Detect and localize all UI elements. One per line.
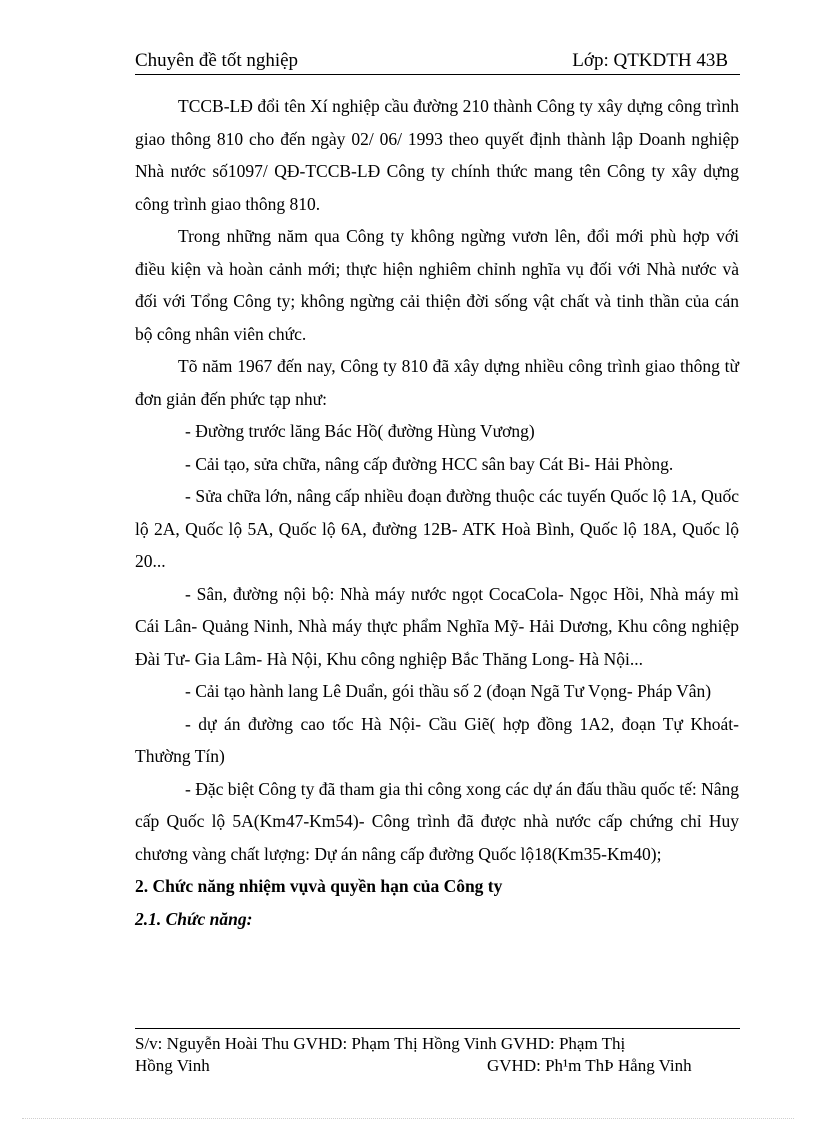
list-item: - dự án đường cao tốc Hà Nội- Cầu Giẽ( hợp đồng 1A2, đoạn Tự Khoát- Thường Tín) <box>135 713 739 766</box>
footer-line-1: S/v: Nguyễn Hoài Thu GVHD: Phạm Thị Hồng Vinh GVHD: Phạm Thị <box>135 1034 626 1053</box>
header-title: Chuyên đề tốt nghiệp <box>135 50 299 71</box>
list-item: - Sân, đường nội bộ: Nhà máy nước ngọt CocaCola- Ngọc Hồi, Nhà máy mì Cái Lân- Quảng Ninh, Nhà máy thực phẩm Nghĩa Mỹ- Hải Dương, Khu công nghiệp Đài Tư- Gia Lâm- Hà Nội, Khu công nghiệp Bắc Thăng Long- Hà Nội... <box>135 583 739 669</box>
list-item: - Đặc biệt Công ty đã tham gia thi công xong các dự án đấu thầu quốc tế: Nâng cấp Quốc lộ 5A(Km47-Km54)- Công trình đã được nhà nước cấp chứng chỉ Huy chương vàng chất lượng: Dự án nâng cấp đường Quốc lộ18(Km35-Km40); <box>135 778 739 864</box>
page-header <box>135 50 740 75</box>
paragraph: TCCB-LĐ đổi tên Xí nghiệp cầu đường 210 thành Công ty xây dựng công trình giao thông 810 cho đến ngày 02/ 06/ 1993 theo quyết định thành lập Doanh nghiệp Nhà nước số1097/ QĐ-TCCB-LĐ Công ty chính thức mang tên Công ty xây dựng công trình giao thông 810. <box>135 96 739 214</box>
header-class: Lớp: QTKDTH 43B <box>572 50 728 71</box>
section-heading: 2. Chức năng nhiệm vụvà quyền hạn của Công ty <box>135 876 503 896</box>
list-item: - Sửa chữa lớn, nâng cấp nhiều đoạn đường thuộc các tuyến Quốc lộ 1A, Quốc lộ 2A, Quốc lộ 5A, Quốc lộ 6A, đường 12B- ATK Hoà Bình, Quốc lộ 18A, Quốc lộ 20... <box>135 486 739 571</box>
paragraph: Tõ năm 1967 đến nay, Công ty 810 đã xây dựng nhiều công trình giao thông từ đơn giản đến phức tạp như: <box>135 356 739 409</box>
list-item: - Cải tạo, sửa chữa, nâng cấp đường HCC sân bay Cát Bi- Hải Phòng. <box>185 453 674 474</box>
page-edge-divider <box>22 1118 794 1119</box>
page-footer <box>135 1028 740 1077</box>
footer-line-2 <box>135 1055 740 1077</box>
body-text <box>135 90 739 935</box>
list-item: - Đường trước lăng Bác Hồ( đường Hùng Vương) <box>185 421 535 441</box>
footer-line-2-right: GVHD: Ph¹m ThÞ Hång Vinh <box>487 1056 692 1075</box>
paragraph: Trong những năm qua Công ty không ngừng vươn lên, đổi mới phù hợp với điều kiện và hoàn cảnh mới; thực hiện nghiêm chỉnh nghĩa vụ đối với Nhà nước và đối với Tổng Công ty; không ngừng cải thiện đời sống vật chất và tinh thần của cán bộ công nhân viên chức. <box>135 226 739 344</box>
subsection-heading: 2.1. Chức năng: <box>135 908 253 929</box>
list-item: - Cải tạo hành lang Lê Duẩn, gói thầu số 2 (đoạn Ngã Tư Vọng- Pháp Vân) <box>185 681 712 701</box>
footer-line-2-left: Hồng Vinh <box>135 1056 210 1075</box>
